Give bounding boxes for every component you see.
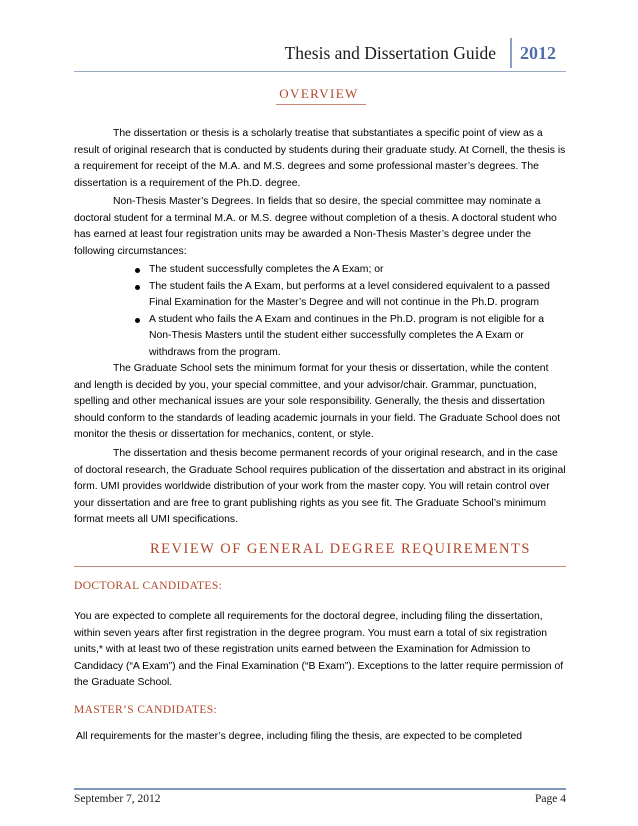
footer-date: September 7, 2012 <box>74 793 161 805</box>
bullet-icon <box>135 318 140 323</box>
document-year: 2012 <box>510 38 566 68</box>
review-underline <box>74 566 566 567</box>
bullet-icon <box>135 285 140 290</box>
doctoral-heading: DOCTORAL CANDIDATES: <box>74 580 223 592</box>
page-header <box>74 38 566 72</box>
circumstances-list <box>74 262 566 362</box>
overview-paragraph-3: The Graduate School sets the minimum format for your thesis or dissertation, while the content and length is decided by you, your special committee, and your advisor/chair. Grammar, punctuation, spelling and other mechanical issues are your sole responsibility. Generally, the thesis and dissertation should conform to the standards of leading academic journals in your field. The Graduate School does not monitor the thesis or dissertation for mechanics, content, or style. <box>74 363 561 441</box>
review-heading: REVIEW OF GENERAL DEGREE REQUIREMENTS <box>150 541 531 557</box>
list-item: The student fails the A Exam, but performs at a level considered equivalent to a passed Final Examination for the Master’s Degree and will not continue in the Ph.D. program <box>74 279 566 312</box>
masters-heading: MASTER’S CANDIDATES: <box>74 704 218 716</box>
overview-heading: OVERVIEW <box>279 86 359 101</box>
masters-paragraph: All requirements for the master’s degree, including filing the thesis, are expected to be completed <box>76 731 523 742</box>
list-item: The student successfully completes the A Exam; or <box>74 262 566 279</box>
page-number: Page 4 <box>535 793 566 805</box>
overview-paragraph-4: The dissertation and thesis become permanent records of your original research, and in the case of doctoral research, the Graduate School requires publication of the dissertation and abstract in its original form. UMI provides worldwide distribution of your work from the master copy. You will retain control over your dissertation and are free to grant publishing rights as you see fit. The Graduate School’s minimum format meets all UMI specifications. <box>74 448 566 526</box>
overview-underline <box>276 104 366 105</box>
overview-paragraph-1: The dissertation or thesis is a scholarly treatise that substantiates a specific point of view as a result of original research that is conducted by students during their graduate study. At Cornell, the thesis is a requirement for receipt of the M.A. and M.S. degrees and some professional master’s degrees. The dissertation is a requirement of the Ph.D. degree. <box>74 128 566 189</box>
overview-paragraph-2: Non-Thesis Master’s Degrees. In fields that so desire, the special committee may nominate a doctoral student for a terminal M.A. or M.S. degree without completion of a thesis. A doctoral student who has earned at least four registration units may be awarded a Non-Thesis Master’s degree under the following circumstances: <box>74 196 557 257</box>
bullet-icon <box>135 268 140 273</box>
doctoral-paragraph: You are expected to complete all requirements for the doctoral degree, including filing the dissertation, within seven years after first registration in the degree program. You must earn a total of six registration units,* with at least two of these registration units earned between the Examination for Admission to Candidacy (“A Exam”) and the Final Examination (“B Exam”). Exceptions to the latter require permission of the Graduate School. <box>74 611 564 689</box>
list-item: A student who fails the A Exam and continues in the Ph.D. program is not eligible for a Non-Thesis Masters until the student either successfully completes the A Exam or withdraws from the program. <box>74 312 566 362</box>
footer-rule <box>74 788 566 790</box>
document-title: Thesis and Dissertation Guide <box>284 43 496 63</box>
header-rule <box>74 71 566 72</box>
